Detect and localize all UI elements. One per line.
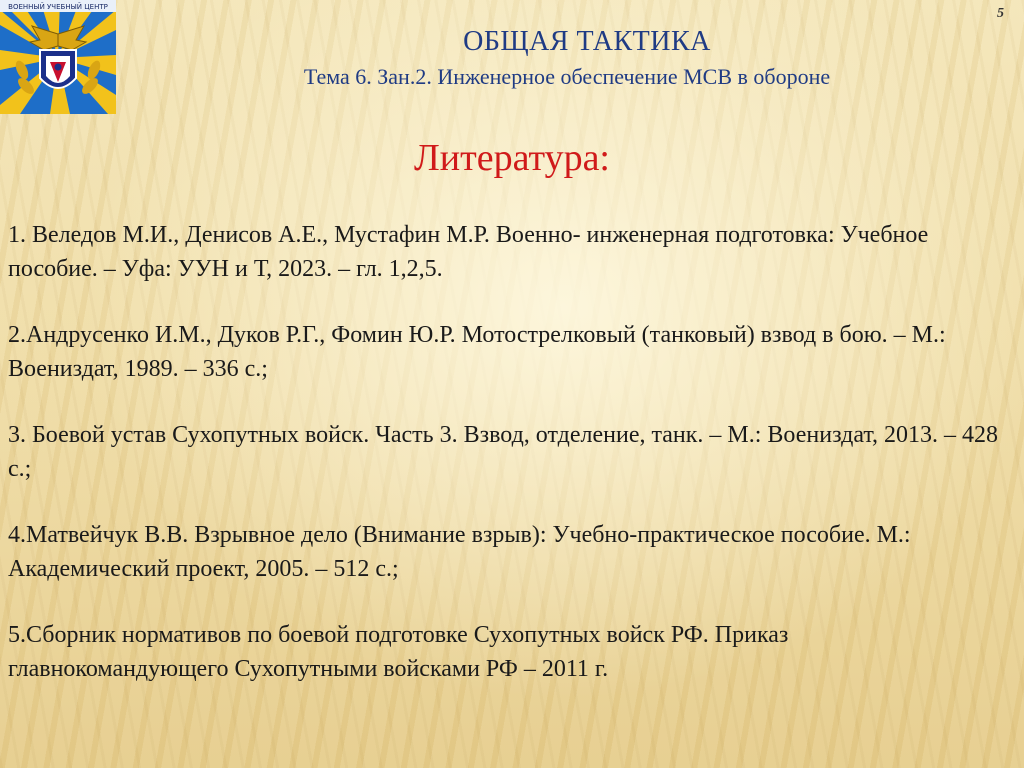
reference-list — [8, 218, 1010, 718]
topic-title: Тема 6. Зан.2. Инженерное обеспечение МСВ в обороне — [303, 64, 831, 89]
military-center-emblem — [0, 0, 116, 114]
emblem-caption: ВОЕННЫЙ УЧЕБНЫЙ ЦЕНТР — [8, 3, 108, 11]
reference-item: 2.Андрусенко И.М., Дуков Р.Г., Фомин Ю.Р. Мотострелковый (танковый) взвод в бою. – М.: Воениздат, 1989. – 336 с.; — [8, 322, 946, 382]
slide-header — [120, 28, 1024, 90]
emblem-graphic — [0, 0, 116, 114]
reference-item: 3. Боевой устав Сухопутных войск. Часть 3. Взвод, отделение, танк. – М.: Воениздат, 2013. – 428 с.; — [8, 422, 999, 482]
section-title: Литература: — [414, 137, 610, 179]
reference-item: 5.Сборник нормативов по боевой подготовке Сухопутных войск РФ. Приказ главнокомандующего Сухопутными войсками РФ – 2011 г. — [8, 622, 789, 682]
slide-number: 5 — [997, 6, 1004, 21]
course-title: ОБЩАЯ ТАКТИКА — [463, 26, 711, 57]
reference-item: 4.Матвейчук В.В. Взрывное дело (Внимание взрыв): Учебно-практическое пособие. М.: Академический проект, 2005. – 512 с.; — [8, 522, 911, 582]
reference-item: 1. Веледов М.И., Денисов А.Е., Мустафин М.Р. Военно- инженерная подготовка: Учебное пособие. – Уфа: УУН и Т, 2023. – гл. 1,2,5. — [8, 222, 929, 282]
